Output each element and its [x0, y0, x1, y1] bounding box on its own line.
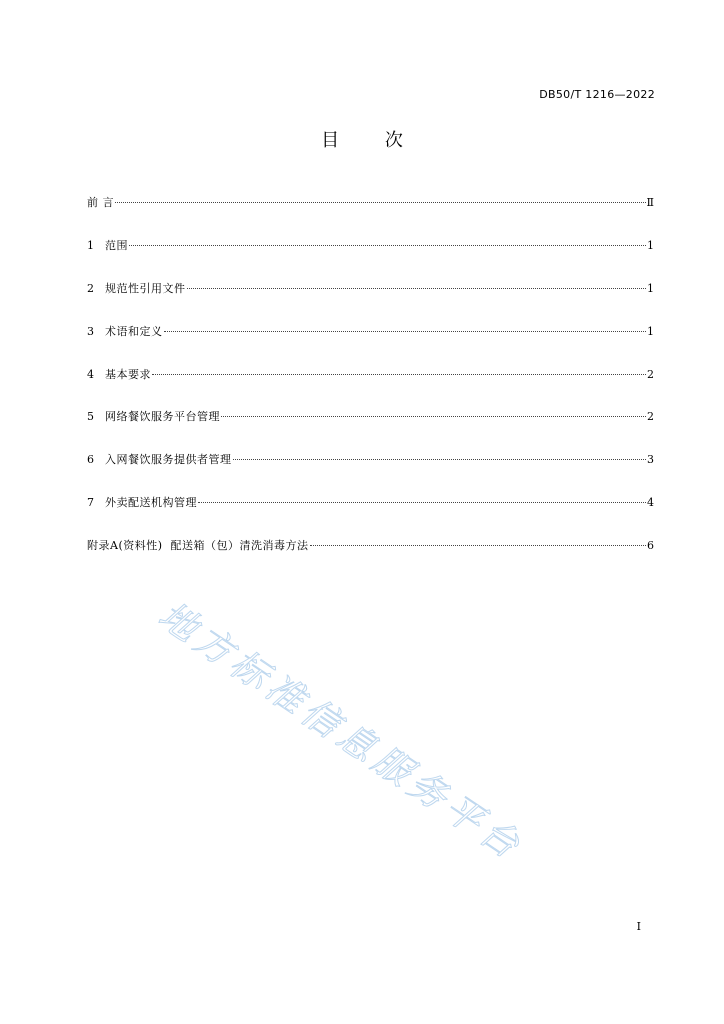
toc-entry-page: 2 [647, 410, 654, 424]
toc-entry-number: 1 [87, 238, 94, 252]
toc-entry-page: Ⅱ [646, 196, 654, 209]
page-title: 目 次 [321, 130, 423, 151]
dot-leader [129, 245, 646, 246]
toc-entry-title: 网络餐饮服务平台管理 [105, 410, 220, 424]
toc-entry-page: 1 [647, 281, 654, 295]
dot-leader [187, 288, 647, 289]
toc-entry-basic-requirements[interactable] [87, 366, 654, 409]
toc-entry-number: 4 [87, 367, 94, 381]
dot-leader [152, 374, 646, 375]
toc-entry-normative-references[interactable] [87, 280, 654, 323]
toc-entry-page: 4 [647, 496, 654, 510]
toc-entry-title: 范围 [105, 238, 128, 252]
dot-leader [233, 459, 647, 460]
toc-entry-title: 前 言 [87, 196, 114, 209]
toc-entry-number: 6 [87, 453, 94, 467]
dot-leader [221, 416, 646, 417]
dot-leader [310, 545, 646, 546]
toc-entry-terms-definitions[interactable] [87, 323, 654, 366]
toc-entry-platform-management[interactable] [87, 408, 654, 451]
toc-entry-title: 规范性引用文件 [105, 281, 186, 295]
dot-leader [164, 331, 647, 332]
toc-entry-title: 基本要求 [105, 367, 151, 381]
toc-entry-number: 5 [87, 410, 94, 424]
toc-entry-number: 3 [87, 324, 94, 338]
toc-entry-title: 附录A(资料性) 配送箱（包）清洗消毒方法 [87, 539, 309, 553]
toc-entry-page: 6 [647, 539, 654, 553]
toc-entry-page: 1 [647, 324, 654, 338]
toc-entry-number: 2 [87, 281, 94, 295]
toc-entry-page: 1 [647, 238, 654, 252]
toc-entry-page: 3 [647, 453, 654, 467]
toc-entry-foreword[interactable] [87, 194, 654, 237]
toc-entry-number: 7 [87, 496, 94, 510]
watermark-text: 地方标准信息服务平台 [150, 593, 532, 870]
table-of-contents [87, 194, 654, 580]
toc-entry-title: 术语和定义 [105, 324, 163, 338]
toc-entry-title: 入网餐饮服务提供者管理 [105, 453, 232, 467]
toc-entry-title: 外卖配送机构管理 [105, 496, 197, 510]
page-number: I [636, 920, 641, 933]
toc-entry-page: 2 [647, 367, 654, 381]
dot-leader [198, 502, 646, 503]
toc-entry-provider-management[interactable] [87, 451, 654, 494]
toc-entry-scope[interactable] [87, 237, 654, 280]
toc-entry-delivery-management[interactable] [87, 494, 654, 537]
standard-code: DB50/T 1216—2022 [539, 88, 655, 101]
toc-entry-appendix-a[interactable] [87, 537, 654, 580]
dot-leader [115, 202, 646, 203]
